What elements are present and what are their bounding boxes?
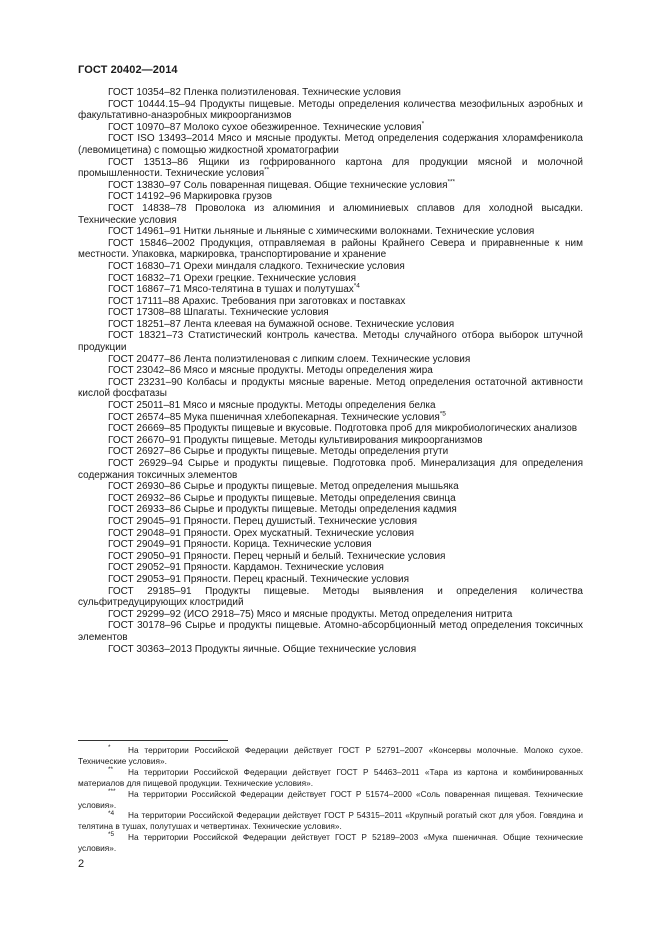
standard-entry-text: ГОСТ 29053–91 Пряности. Перец красный. Технические условия (108, 573, 410, 585)
standard-entry (78, 562, 583, 574)
standard-entry-text: ГОСТ 30363–2013 Продукты яичные. Общие технические условия (108, 643, 417, 655)
footnote: * На территории Российской Федерации действует ГОСТ Р 52791–2007 «Консервы молочные. Молоко сухое. Технические условия». (78, 744, 583, 766)
standard-entry (78, 377, 583, 400)
standard-entry-text: ГОСТ 14961–91 Нитки льняные и льняные с химическими волокнами. Технические условия (108, 226, 535, 238)
standard-entry-text: ГОСТ 23042–86 Мясо и мясные продукты. Методы определения жира (108, 365, 433, 377)
footnote: $^{*4}$ На территории Российской Федерации действует ГОСТ Р 54315–2011 «Крупный рогатый скот для убоя. Говядина и телятина в тушах, полутушах и четвертинах. Технические условия». (78, 809, 583, 832)
standard-entry (78, 354, 583, 366)
standard-entry (78, 423, 583, 435)
standard-entry-text: ГОСТ 16867–71 Мясо-телятина в тушах и полутушах (108, 284, 354, 296)
standard-entry (78, 435, 583, 447)
standard-entry-text: ГОСТ 10970–87 Молоко сухое обезжиренное. Технические условия (108, 121, 422, 133)
footnote-marker: *5 (439, 410, 446, 418)
standard-entry (78, 620, 583, 643)
standard-entry-text: ГОСТ 20477–86 Лента полиэтиленовая с липким слоем. Технические условия (108, 353, 471, 365)
standard-entry-text: ГОСТ 17111–88 Арахис. Требования при заготовках и поставках (108, 295, 406, 307)
standard-entry-text: ГОСТ 29050–91 Пряности. Перец черный и белый. Технические условия (108, 550, 446, 562)
standard-entry (78, 99, 583, 122)
standard-entry (78, 644, 583, 656)
page-number: 2 (78, 858, 85, 870)
standard-entry (78, 586, 583, 609)
standard-entry (78, 284, 583, 296)
standard-entry-text: ГОСТ 26932–86 Сырье и продукты пищевые. Методы определения свинца (108, 492, 456, 504)
standard-entry-text: ГОСТ 17308–88 Шпагаты. Технические условия (108, 307, 329, 319)
footnote-rule (78, 740, 228, 741)
standard-entry-text: ГОСТ 26574–85 Мука пшеничная хлебопекарная. Технические условия (108, 411, 440, 423)
standard-entry (78, 157, 583, 180)
standard-entry-text: ГОСТ 16830–71 Орехи миндаля сладкого. Технические условия (108, 260, 405, 272)
footnote-text: На территории Российской Федерации действует ГОСТ Р 54315–2011 «Крупный рогатый скот для убоя. Говядина и телятина в тушах, полутушах и четвертинах. Технические условия». (78, 810, 583, 832)
standard-entry (78, 400, 583, 412)
standard-entry (78, 481, 583, 493)
standard-entry-text: ГОСТ 29052–91 Пряности. Кардамон. Технические условия (108, 562, 384, 574)
standard-entry-text: ГОСТ 10444.15–94 Продукты пищевые. Методы определения количества мезофильных аэробных и факультативно-анаэробных микроорганизмов (78, 98, 583, 122)
standard-entry (78, 261, 583, 273)
standard-entry (78, 412, 583, 424)
standard-entry (78, 574, 583, 586)
standard-entry-text: ГОСТ 29185–91 Продукты пищевые. Методы выявления и определения количества сульфитредуцирующих клостридий (78, 585, 583, 609)
standard-entry-text: ГОСТ 26670–91 Продукты пищевые. Методы культивирования микроорганизмов (108, 434, 483, 446)
footnote-text: На территории Российской Федерации действует ГОСТ Р 54463–2011 «Тара из картона и комбинированных материалов для пищевой продукции. Технические условия». (78, 766, 583, 788)
footnote-marker: *** (447, 178, 456, 186)
standard-entry (78, 87, 583, 99)
standard-entry (78, 319, 583, 331)
footnote-list (78, 745, 583, 854)
footnote-text: На территории Российской Федерации действует ГОСТ Р 52189–2003 «Мука пшеничная. Общие технические условия». (78, 832, 583, 854)
standard-entry-text: ГОСТ 26669–85 Продукты пищевые и вкусовые. Подготовка проб для микробиологических анализов (108, 423, 578, 435)
standard-entry-text: ГОСТ 10354–82 Пленка полиэтиленовая. Технические условия (108, 87, 401, 98)
standard-entry (78, 539, 583, 551)
standard-entry (78, 493, 583, 505)
standard-entry (78, 551, 583, 563)
standard-entry-text: ГОСТ 26933–86 Сырье и продукты пищевые. Методы определения кадмия (108, 504, 457, 516)
standard-entry-text: ГОСТ 29299–92 (ИСО 2918–75) Мясо и мясные продукты. Метод определения нитрита (108, 608, 513, 620)
standard-entry (78, 516, 583, 528)
standard-entry-text: ГОСТ 25011–81 Мясо и мясные продукты. Методы определения белка (108, 400, 436, 412)
standard-entry (78, 504, 583, 516)
standard-entry-text: ГОСТ 13830–97 Соль поваренная пищевая. Общие технические условия (108, 179, 448, 191)
footnote-marker: *4 (353, 282, 360, 290)
standard-entry-text: ГОСТ 14192–96 Маркировка грузов (108, 191, 273, 203)
footnote: *** На территории Российской Федерации действует ГОСТ Р 51574–2000 «Соль поваренная пищевая. Технические условия». (78, 787, 583, 810)
standard-entry-text: ГОСТ 30178–96 Сырье и продукты пищевые. Атомно-абсорбционный метод определения токсичных элементов (78, 620, 583, 643)
standard-entry (78, 133, 583, 156)
standard-entry-text: ГОСТ 29045–91 Пряности. Перец душистый. Технические условия (108, 515, 418, 527)
standard-entry (78, 330, 583, 353)
standard-entry (78, 446, 583, 458)
standard-entry-text: ГОСТ 26930–86 Сырье и продукты пищевые. Метод определения мышьяка (108, 481, 459, 493)
standard-entry-text: ГОСТ 23231–90 Колбасы и продукты мясные вареные. Метод определения остаточной активности кислой фосфатазы (78, 376, 583, 400)
footnote: ** На территории Российской Федерации действует ГОСТ Р 54463–2011 «Тара из картона и комбинированных материалов для пищевой продукции. Технические условия». (78, 766, 583, 788)
footnotes (78, 740, 583, 854)
standard-entry-text: ГОСТ 29048–91 Пряности. Орех мускатный. Технические условия (108, 527, 415, 539)
standard-entry-text: ГОСТ 15846–2002 Продукция, отправляемая в районы Крайнего Севера и приравненные к ним местности. Упаковка, маркировка, транспортирование и хранение (78, 237, 583, 261)
standard-entry-text: ГОСТ 18251–87 Лента клеевая на бумажной основе. Технические условия (108, 318, 455, 330)
standard-entry-text: ГОСТ 26927–86 Сырье и продукты пищевые. Методы определения ртути (108, 446, 449, 458)
standard-entry-text: ГОСТ 29049–91 Пряности. Корица. Технические условия (108, 539, 372, 551)
standard-entry-text: ГОСТ 13513–86 Ящики из гофрированного картона для продукции мясной и молочной промышленности. Технические условия (78, 156, 583, 180)
footnote-marker: * (421, 120, 425, 128)
standard-entry (78, 122, 583, 134)
standards-list (78, 87, 583, 655)
footnote-marker: ** (264, 166, 270, 174)
page-header: ГОСТ 20402—2014 (78, 64, 178, 76)
standard-entry (78, 307, 583, 319)
footnote-text: На территории Российской Федерации действует ГОСТ Р 51574–2000 «Соль поваренная пищевая. Технические условия». (78, 788, 583, 810)
standard-entry-text: ГОСТ 16832–71 Орехи грецкие. Технические условия (108, 272, 357, 284)
standard-entry (78, 273, 583, 285)
standard-entry (78, 238, 583, 261)
standard-entry-text: ГОСТ 18321–73 Статистический контроль качества. Методы случайного отбора выборок штучной продукции (78, 330, 583, 354)
standard-entry (78, 191, 583, 203)
standard-entry (78, 458, 583, 481)
footnote: $^{*5}$ На территории Российской Федерации действует ГОСТ Р 52189–2003 «Мука пшеничная. Общие технические условия». (78, 831, 583, 854)
standard-entry (78, 609, 583, 621)
standard-entry (78, 180, 583, 192)
footnote-text: На территории Российской Федерации действует ГОСТ Р 52791–2007 «Консервы молочные. Молоко сухое. Технические условия». (78, 745, 583, 766)
standard-entry-text: ГОСТ 26929–94 Сырье и продукты пищевые. Подготовка проб. Минерализация для определения содержания токсичных элементов (78, 458, 583, 481)
standard-entry-text: ГОСТ 14838–78 Проволока из алюминия и алюминиевых сплавов для холодной высадки. Технические условия (78, 202, 583, 226)
standard-entry (78, 226, 583, 238)
standard-entry (78, 203, 583, 226)
standard-entry-text: ГОСТ ISO 13493–2014 Мясо и мясные продукты. Метод определения содержания хлорамфеникола (левомицетина) с помощью жидкостной хроматографии (78, 133, 583, 156)
standard-entry (78, 296, 583, 308)
standard-entry (78, 528, 583, 540)
standard-entry (78, 365, 583, 377)
